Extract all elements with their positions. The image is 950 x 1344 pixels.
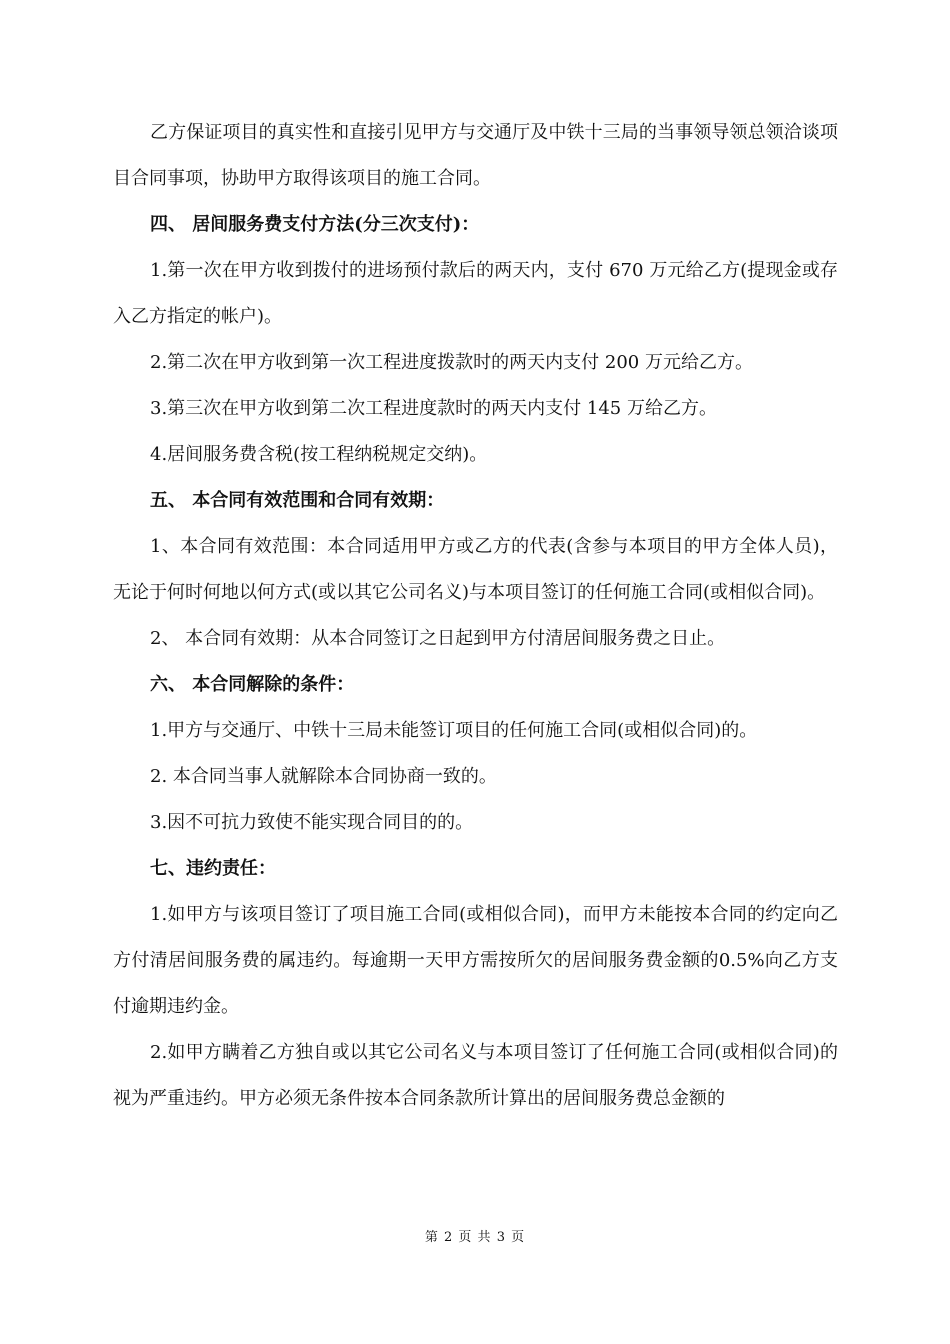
page-number-footer: 第 2 页 共 3 页	[424, 1230, 526, 1245]
scope-clause-2: 2、 本合同有效期：从本合同签订之日起到甲方付清居间服务费之日止。	[150, 628, 726, 649]
breach-clause-1: 1.如甲方与该项目签订了项目施工合同(或相似合同)，而甲方未能按本合同的约定向乙方付清居间服务费的属违约。每逾期一天甲方需按所欠的居间服务费金额的0.5%向乙方支付逾期违约金。	[113, 904, 838, 1017]
scope-clause-1: 1、本合同有效范围：本合同适用甲方或乙方的代表(含参与本项目的甲方全体人员)，无论于何时何地以何方式(或以其它公司名义)与本项目签订的任何施工合同(或相似合同)。	[113, 536, 838, 603]
payment-clause-3: 3.第三次在甲方收到第二次工程进度款时的两天内支付 145 万给乙方。	[150, 398, 717, 419]
termination-clause-3: 3.因不可抗力致使不能实现合同目的的。	[150, 812, 474, 833]
breach-clause-2: 2.如甲方瞒着乙方独自或以其它公司名义与本项目签订了任何施工合同(或相似合同)的视为严重违约。甲方必须无条件按本合同条款所计算出的居间服务费总金额的	[113, 1042, 838, 1109]
termination-clause-2: 2. 本合同当事人就解除本合同协商一致的。	[150, 766, 497, 787]
document-body	[113, 110, 838, 1122]
section-heading-4: 四、 居间服务费支付方法(分三次支付)：	[150, 214, 480, 235]
payment-clause-2: 2.第二次在甲方收到第一次工程进度拨款时的两天内支付 200 万元给乙方。	[150, 352, 753, 373]
section-heading-6: 六、 本合同解除的条件：	[150, 674, 355, 695]
payment-clause-4: 4.居间服务费含税(按工程纳税规定交纳)。	[150, 444, 488, 465]
payment-clause-1: 1.第一次在甲方收到拨付的进场预付款后的两天内，支付 670 万元给乙方(提现金或存入乙方指定的帐户)。	[113, 260, 838, 327]
paragraph-intro: 乙方保证项目的真实性和直接引见甲方与交通厅及中铁十三局的当事领导领总领洽谈项目合同事项，协助甲方取得该项目的施工合同。	[113, 122, 838, 189]
section-heading-7: 七、违约责任：	[150, 858, 276, 879]
section-heading-5: 五、 本合同有效范围和合同有效期：	[150, 490, 445, 511]
termination-clause-1: 1.甲方与交通厅、中铁十三局未能签订项目的任何施工合同(或相似合同)的。	[150, 720, 758, 741]
